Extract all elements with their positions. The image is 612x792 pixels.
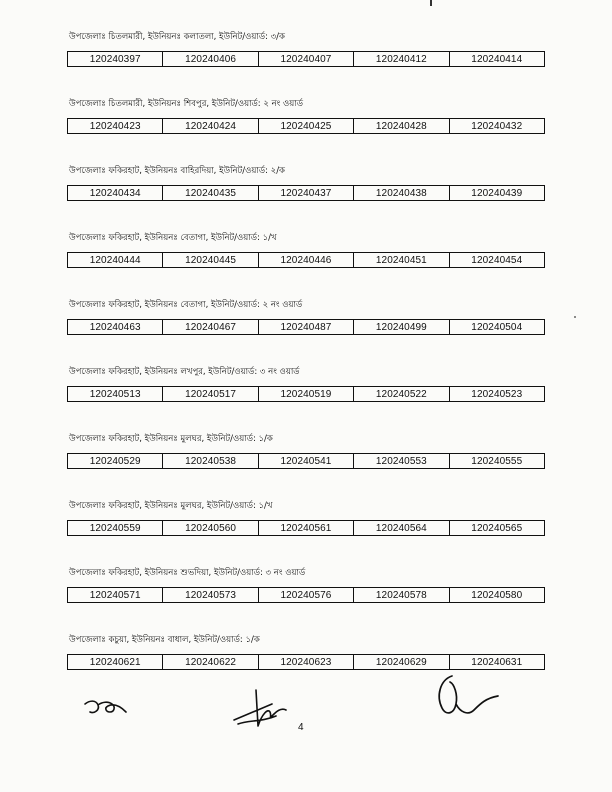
id-cell: 120240446	[258, 253, 353, 268]
id-cell: 120240631	[449, 655, 544, 670]
id-cell: 120240565	[449, 521, 544, 536]
id-cell: 120240513	[68, 387, 163, 402]
id-cell: 120240414	[449, 52, 544, 67]
unit-section	[67, 99, 545, 134]
signature-center	[228, 684, 292, 732]
id-table	[67, 252, 545, 268]
id-cell: 120240623	[258, 655, 353, 670]
id-cell: 120240522	[354, 387, 449, 402]
page-number: 4	[298, 722, 304, 733]
section-heading: উপজেলাঃ ফকিরহাট, ইউনিয়নঃ শুভদিয়া, ইউনিট/ওয়ার্ড: ৩ নং ওয়ার্ড	[69, 568, 306, 578]
signature-right	[428, 668, 504, 722]
id-cell: 120240424	[163, 119, 258, 134]
id-cell: 120240487	[258, 320, 353, 335]
id-cell: 120240432	[449, 119, 544, 134]
section-heading: উপজেলাঃ ফকিরহাট, ইউনিয়নঃ মুলঘর, ইউনিট/ওয়ার্ড: ১/খ	[69, 501, 273, 511]
id-cell: 120240499	[354, 320, 449, 335]
id-cell: 120240523	[449, 387, 544, 402]
signature-left	[82, 690, 132, 726]
id-cell: 120240406	[163, 52, 258, 67]
id-cell: 120240571	[68, 588, 163, 603]
id-table	[67, 520, 545, 536]
id-cell: 120240576	[258, 588, 353, 603]
scan-mark	[430, 0, 432, 6]
unit-section	[67, 434, 545, 469]
section-heading: উপজেলাঃ চিতলমারী, ইউনিয়নঃ কলাতলা, ইউনিট/ওয়ার্ড: ৩/ক	[69, 32, 285, 42]
id-cell: 120240564	[354, 521, 449, 536]
unit-section	[67, 367, 545, 402]
id-cell: 120240573	[163, 588, 258, 603]
id-table	[67, 319, 545, 335]
unit-section	[67, 32, 545, 67]
id-cell: 120240578	[354, 588, 449, 603]
id-cell: 120240423	[68, 119, 163, 134]
id-cell: 120240553	[354, 454, 449, 469]
id-cell: 120240504	[449, 320, 544, 335]
id-cell: 120240451	[354, 253, 449, 268]
section-heading: উপজেলাঃ ফকিরহাট, ইউনিয়নঃ বাহিরদিয়া, ইউনিট/ওয়ার্ড: ২/ক	[69, 166, 286, 176]
id-cell: 120240541	[258, 454, 353, 469]
section-heading: উপজেলাঃ ফকিরহাট, ইউনিয়নঃ লখপুর, ইউনিট/ওয়ার্ড: ৩ নং ওয়ার্ড	[69, 367, 300, 377]
unit-section	[67, 635, 545, 670]
id-cell: 120240425	[258, 119, 353, 134]
section-heading: উপজেলাঃ ফকিরহাট, ইউনিয়নঃ বেতাগা, ইউনিট/ওয়ার্ড: ১/খ	[69, 233, 277, 243]
id-cell: 120240435	[163, 186, 258, 201]
unit-section	[67, 166, 545, 201]
id-cell: 120240437	[258, 186, 353, 201]
id-table	[67, 51, 545, 67]
id-cell: 120240467	[163, 320, 258, 335]
id-cell: 120240438	[354, 186, 449, 201]
id-cell: 120240559	[68, 521, 163, 536]
id-cell: 120240622	[163, 655, 258, 670]
id-table	[67, 386, 545, 402]
id-cell: 120240397	[68, 52, 163, 67]
id-cell: 120240629	[354, 655, 449, 670]
id-cell: 120240560	[163, 521, 258, 536]
id-cell: 120240538	[163, 454, 258, 469]
id-cell: 120240621	[68, 655, 163, 670]
section-heading: উপজেলাঃ কচুয়া, ইউনিয়নঃ বাধাল, ইউনিট/ওয়ার্ড: ১/ক	[69, 635, 260, 645]
section-heading: উপজেলাঃ চিতলমারী, ইউনিয়নঃ শিবপুর, ইউনিট/ওয়ার্ড: ২ নং ওয়ার্ড	[69, 99, 304, 109]
id-cell: 120240519	[258, 387, 353, 402]
id-table	[67, 185, 545, 201]
id-cell: 120240517	[163, 387, 258, 402]
unit-section	[67, 568, 545, 603]
id-cell: 120240580	[449, 588, 544, 603]
id-cell: 120240529	[68, 454, 163, 469]
id-cell: 120240454	[449, 253, 544, 268]
section-heading: উপজেলাঃ ফকিরহাট, ইউনিয়নঃ বেতাগা, ইউনিট/ওয়ার্ড: ২ নং ওয়ার্ড	[69, 300, 303, 310]
unit-section	[67, 233, 545, 268]
id-table	[67, 587, 545, 603]
id-cell: 120240555	[449, 454, 544, 469]
id-cell: 120240444	[68, 253, 163, 268]
id-cell: 120240463	[68, 320, 163, 335]
id-table	[67, 453, 545, 469]
id-table	[67, 118, 545, 134]
unit-section	[67, 300, 545, 335]
id-cell: 120240434	[68, 186, 163, 201]
id-cell: 120240561	[258, 521, 353, 536]
id-cell: 120240445	[163, 253, 258, 268]
id-cell: 120240428	[354, 119, 449, 134]
id-cell: 120240412	[354, 52, 449, 67]
scan-speck	[574, 316, 576, 318]
id-cell: 120240407	[258, 52, 353, 67]
unit-section	[67, 501, 545, 536]
section-heading: উপজেলাঃ ফকিরহাট, ইউনিয়নঃ মুলঘর, ইউনিট/ওয়ার্ড: ১/ক	[69, 434, 273, 444]
id-cell: 120240439	[449, 186, 544, 201]
